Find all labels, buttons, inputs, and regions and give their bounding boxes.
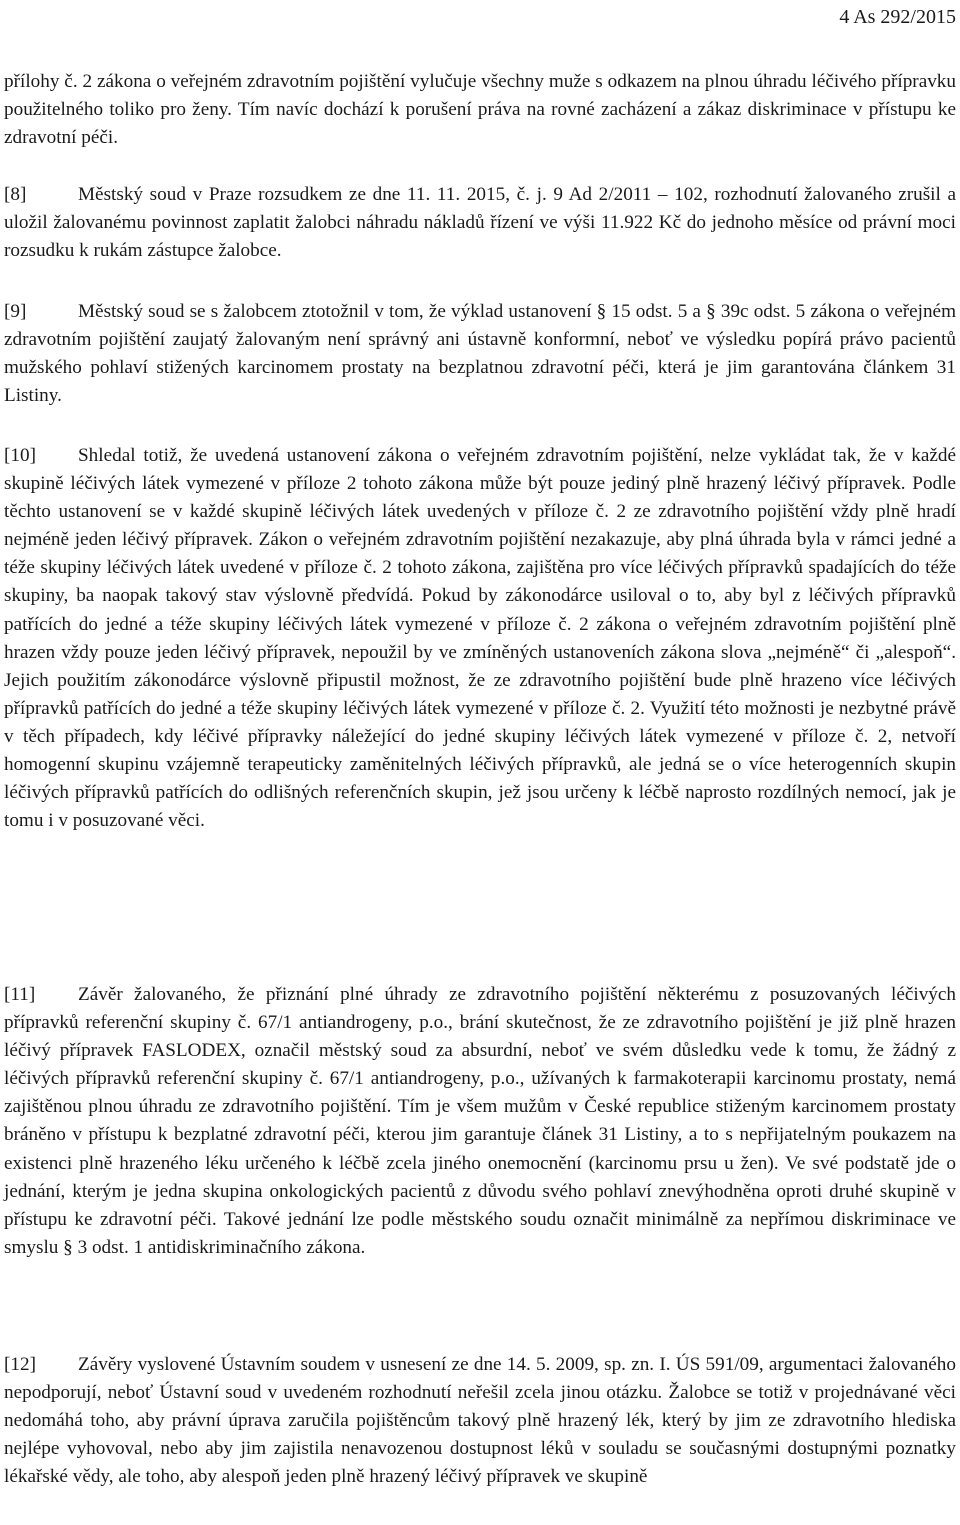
- paragraph-8-number: [8]: [4, 184, 27, 205]
- paragraph-10-text: Shledal totiž, že uvedená ustanovení zákona o veřejném zdravotním pojištění, nelze vykládat tak, že v každé skupině léčivých látek vymezené v příloze 2 tohoto zákona může být pouze jediný plně hrazený léčivý přípravek. Podle těchto ustanovení se v každé skupině léčivých látek uvedených v příloze č. 2 ze zdravotního pojištění vždy plně hradí nejméně jeden léčivý přípravek. Zákon o veřejném zdravotním pojištění nezakazuje, aby plná úhrada byla v rámci jedné a téže skupiny léčivých látek uvedené v příloze č. 2 tohoto zákona, zajištěna pro více léčivých přípravků spadajících do téže skupiny, ba naopak takový stav výslovně předvídá. Pokud by zákonodárce usiloval o to, aby byl z léčivých přípravků patřících do jedné a téže skupiny léčivých látek vymezené v příloze č. 2 zákona o veřejném zdravotním pojištění plně hrazen vždy pouze jeden léčivý přípravek, nepoužil by ve zmíněných ustanoveních zákona slova „nejméně“ či „alespoň“. Jejich použitím zákonodárce výslovně připustil možnost, že ze zdravotního pojištění bude plně hrazeno více léčivých přípravků patřících do jedné a téže skupiny léčivých látek vymezené v příloze č. 2. Využití této možnosti je nezbytné právě v těch případech, kdy léčivé přípravky náležející do jedné skupiny léčivých látek vymezené v příloze č. 2, netvoří homogenní skupinu vzájemně terapeuticky zaměnitelných léčivých přípravků, ale jedná se o více heterogenních skupin léčivých přípravků patřících do odlišných referenčních skupin, jež jsou určeny k léčbě naprosto rozdílných nemocí, jak je tomu i v posuzované věci.: [4, 445, 956, 832]
- case-number-header: 4 As 292/2015: [839, 6, 956, 28]
- paragraph-11-number: [11]: [4, 984, 36, 1005]
- paragraph-9: [4, 298, 956, 410]
- paragraph-intro-text: přílohy č. 2 zákona o veřejném zdravotním pojištění vylučuje všechny muže s odkazem na plnou úhradu léčivého přípravku použitelného toliko pro ženy. Tím navíc dochází k porušení práva na rovné zacházení a zákaz diskriminace v přístupu ke zdravotní péči.: [4, 71, 956, 149]
- paragraph-11-text: Závěr žalovaného, že přiznání plné úhrady ze zdravotního pojištění některému z posuzovaných léčivých přípravků referenční skupiny č. 67/1 antiandrogeny, p.o., brání skutečnost, že ze zdravotního pojištění je již plně hrazen léčivý přípravek FASLODEX, označil městský soud za absurdní, neboť ve svém důsledku vede k tomu, že žádný z léčivých přípravků referenční skupiny č. 67/1 antiandrogeny, p.o., užívaných k farmakoterapii karcinomu prostaty, nemá zajištěnou plnou úhradu ze zdravotního pojištění. Tím je všem mužům v České republice stiženým karcinomem prostaty bráněno v přístupu k bezplatné zdravotní péči, kterou jim garantuje článek 31 Listiny, a to s nepřijatelným poukazem na existenci plně hrazeného léku určeného k léčbě zcela jiného onemocnění (karcinomu prsu u žen). Ve své podstatě jde o jednání, kterým je jedna skupina onkologických pacientů z důvodu svého pohlaví znevýhodněna oproti druhé skupině v přístupu ke zdravotní péči. Takové jednání lze podle městského soudu označit minimálně za nepřímou diskriminace ve smyslu § 3 odst. 1 antidiskriminačního zákona.: [4, 984, 956, 1258]
- paragraph-12: [4, 1351, 956, 1491]
- paragraph-10-number: [10]: [4, 445, 36, 466]
- paragraph-9-number: [9]: [4, 301, 27, 322]
- paragraph-8-text: Městský soud v Praze rozsudkem ze dne 11. 11. 2015, č. j. 9 Ad 2/2011 – 102, rozhodnutí žalovaného zrušil a uložil žalovanému povinnost zaplatit žalobci náhradu nákladů řízení ve výši 11.922 Kč do jednoho měsíce od právní moci rozsudku k rukám zástupce žalobce.: [4, 184, 956, 262]
- paragraph-10: [4, 442, 956, 835]
- paragraph-intro: [4, 68, 956, 152]
- paragraph-11: [4, 981, 956, 1262]
- paragraph-9-text: Městský soud se s žalobcem ztotožnil v tom, že výklad ustanovení § 15 odst. 5 a § 39c odst. 5 zákona o veřejném zdravotním pojištění zaujatý žalovaným není správný ani ústavně konformní, neboť ve výsledku popírá právo pacientů mužského pohlaví stižených karcinomem prostaty na bezplatnou zdravotní péči, která je jim garantována článkem 31 Listiny.: [4, 301, 956, 407]
- document-page: [4, 0, 956, 1525]
- paragraph-12-text: Závěry vyslovené Ústavním soudem v usnesení ze dne 14. 5. 2009, sp. zn. I. ÚS 591/09, argumentaci žalovaného nepodporují, neboť Ústavní soud v uvedeném rozhodnutí neřešil zcela jinou otázku. Žalobce se totiž v projednávané věci nedomáhá toho, aby právní úprava zaručila pojištěncům takový plně hrazený lék, který by jim ze zdravotního hlediska nejlépe vyhovoval, nebo aby jim zajistila nenavozenou dostupnost léků v souladu se současnými dostupnými poznatky lékařské vědy, ale toho, aby alespoň jeden plně hrazený léčivý přípravek ve skupině: [4, 1354, 956, 1488]
- paragraph-8: [4, 181, 956, 265]
- paragraph-12-number: [12]: [4, 1354, 36, 1375]
